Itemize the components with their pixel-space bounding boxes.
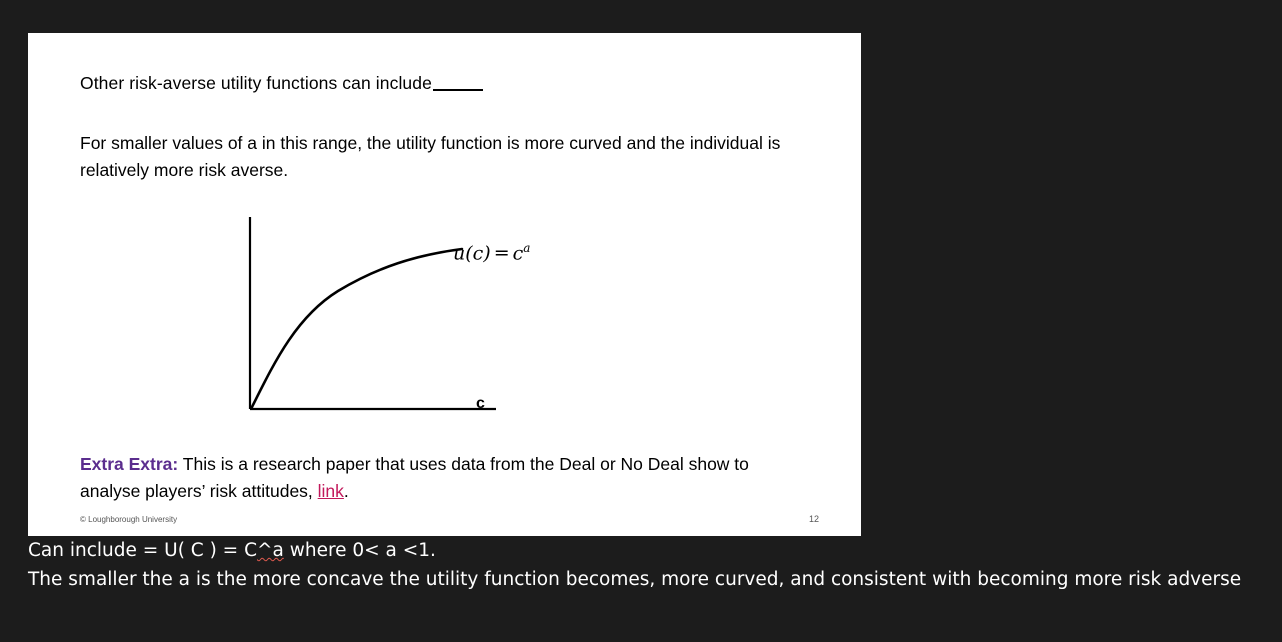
extra-note <box>80 451 810 504</box>
extra-text-after: . <box>343 480 349 501</box>
formula-base: c <box>512 242 524 265</box>
chart-svg <box>178 213 598 453</box>
notes-line-1-part-a: Can include = U( C ) = C <box>28 540 257 561</box>
utility-function-chart <box>178 213 598 453</box>
utility-formula <box>453 241 530 264</box>
top-strip <box>0 0 1282 16</box>
slide-heading-text: Other risk-averse utility functions can include <box>80 73 432 93</box>
research-paper-link[interactable]: link <box>317 480 344 501</box>
fill-in-blank <box>433 89 483 91</box>
formula-equals: = <box>493 242 510 265</box>
slide-footer-copyright: © Loughborough University <box>80 515 178 524</box>
extra-label: Extra Extra: <box>80 454 179 474</box>
speaker-notes[interactable] <box>28 536 1268 594</box>
notes-misspelled-token: ^a <box>256 540 284 561</box>
x-axis-label: c <box>476 395 485 412</box>
formula-function: u(c) <box>453 242 491 265</box>
notes-line-1 <box>28 536 1268 565</box>
slide-body <box>28 33 861 536</box>
slide-canvas[interactable] <box>28 33 861 536</box>
notes-line-1-part-c: where 0< a <1. <box>283 540 436 561</box>
notes-line-2: The smaller the a is the more concave the utility function becomes, more curved, and consistent with becoming more risk adverse <box>28 569 1242 591</box>
extra-text-before: This is a research paper that uses data from the Deal or No Deal show to analyse players’ risk attitudes, <box>80 454 749 501</box>
formula-exponent: a <box>523 241 531 255</box>
utility-curve <box>252 249 462 407</box>
slide-number: 12 <box>808 514 819 524</box>
slide-heading-line <box>80 73 483 94</box>
slide-paragraph: For smaller values of a in this range, the utility function is more curved and the individual is relatively more risk averse. <box>80 133 781 180</box>
